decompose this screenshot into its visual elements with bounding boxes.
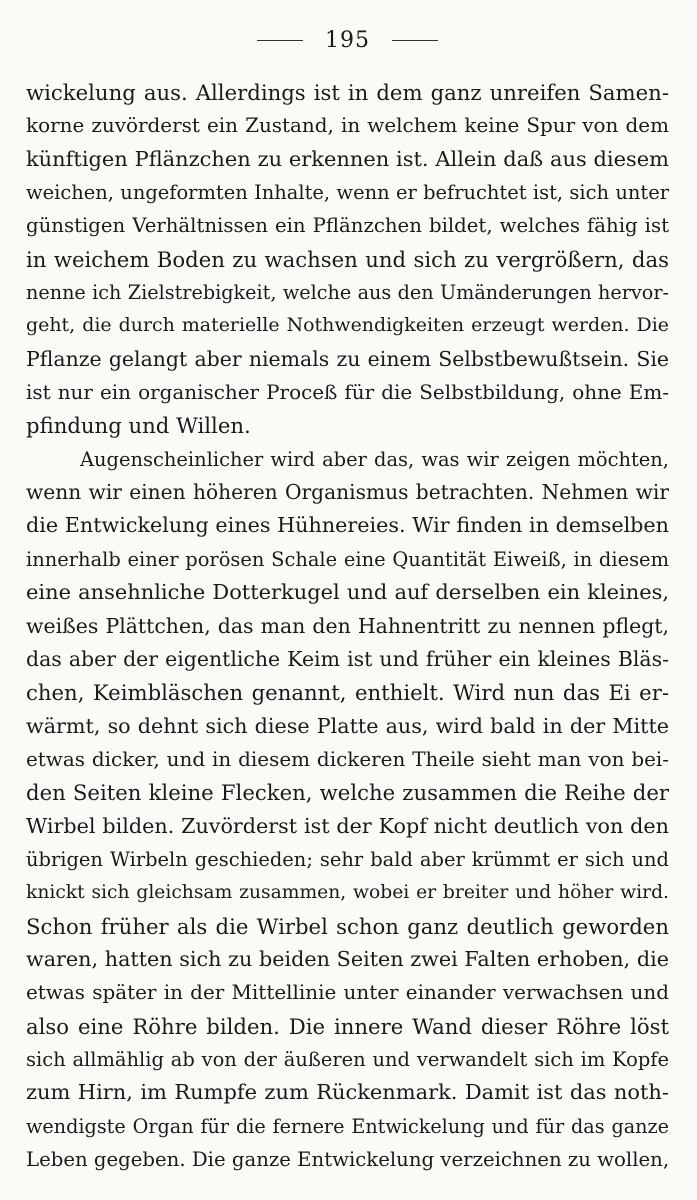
text-line: zum Hirn, im Rumpfe zum Rückenmark. Damit ist das noth- xyxy=(26,1080,669,1105)
text-line: pfindung und Willen. xyxy=(26,413,251,439)
paragraph-1 xyxy=(26,76,669,443)
text-line: den Seiten kleine Flecken, welche zusammen die Reihe der xyxy=(26,780,669,806)
text-line: Wirbel bilden. Zuvörderst ist der Kopf nicht deutlich von den xyxy=(26,813,669,838)
text-line: Pflanze gelangt aber niemals zu einem Selbstbewußtsein. Sie xyxy=(26,346,669,371)
text-line: künftigen Pflänzchen zu erkennen ist. Allein daß aus diesem xyxy=(26,146,669,171)
text-line: wickelung aus. Allerdings ist in dem ganz unreifen Samen- xyxy=(26,80,669,105)
header-rule-right xyxy=(392,40,438,41)
text-line: Schon früher als die Wirbel schon ganz deutlich geworden xyxy=(26,913,669,939)
text-line: wendigste Organ für die fernere Entwickelung und für das ganze xyxy=(26,1114,669,1138)
header-rule-left xyxy=(257,40,303,41)
text-line: das aber der eigentliche Keim ist und früher ein kleines Bläs- xyxy=(26,646,669,671)
text-line: Augenscheinlicher wird aber das, was wir zeigen möchten, xyxy=(80,447,669,471)
text-line: knickt sich gleichsam zusammen, wobei er breiter und höher wird. xyxy=(26,882,669,904)
text-line: wenn wir einen höheren Organismus betrachten. Nehmen wir xyxy=(26,480,669,505)
text-line: korne zuvörderst ein Zustand, in welchem keine Spur von dem xyxy=(26,113,669,138)
text-line: übrigen Wirbeln geschieden; sehr bald aber krümmt er sich und xyxy=(26,847,669,871)
text-line: nenne ich Zielstrebigkeit, welche aus den Umänderungen hervor- xyxy=(26,281,669,305)
text-line: innerhalb einer porösen Schale eine Quantität Eiweiß, in diesem xyxy=(26,547,669,571)
body-text xyxy=(26,76,669,1176)
text-line: wärmt, so dehnt sich diese Platte aus, wird bald in der Mitte xyxy=(26,713,669,738)
page-number: 195 xyxy=(325,27,370,53)
paragraph-2 xyxy=(26,443,669,1177)
text-line: chen, Keimbläschen genannt, enthielt. Wird nun das Ei er- xyxy=(26,680,669,706)
text-line: eine ansehnliche Dotterkugel und auf derselben ein kleines, xyxy=(26,580,669,605)
text-line: Leben gegeben. Die ganze Entwickelung verzeichnen zu wollen, xyxy=(26,1148,669,1171)
text-line: etwas dicker, und in diesem dickeren Theile sieht man von bei- xyxy=(26,746,669,771)
text-line: sich allmählig ab von der äußeren und verwandelt sich im Kopfe xyxy=(26,1047,669,1071)
text-line: etwas später in der Mittellinie unter einander verwachsen und xyxy=(26,980,669,1005)
text-line: weichen, ungeformten Inhalte, wenn er befruchtet ist, sich unter xyxy=(26,181,669,205)
text-line: geht, die durch materielle Nothwendigkeiten erzeugt werden. Die xyxy=(26,314,669,337)
text-line: in weichem Boden zu wachsen und sich zu vergrößern, das xyxy=(26,246,669,272)
text-line: also eine Röhre bilden. Die innere Wand dieser Röhre löst xyxy=(26,1013,669,1039)
text-line: ist nur ein organischer Proceß für die Selbstbildung, ohne Em- xyxy=(26,380,669,405)
text-line: weißes Plättchen, das man den Hahnentritt zu nennen pflegt, xyxy=(26,613,669,638)
text-line: die Entwickelung eines Hühnereies. Wir finden in demselben xyxy=(26,513,669,538)
text-line: waren, hatten sich zu beiden Seiten zwei Falten erhoben, die xyxy=(26,946,669,971)
text-line: günstigen Verhältnissen ein Pflänzchen bildet, welches fähig ist xyxy=(26,214,669,238)
page-header xyxy=(26,18,669,62)
